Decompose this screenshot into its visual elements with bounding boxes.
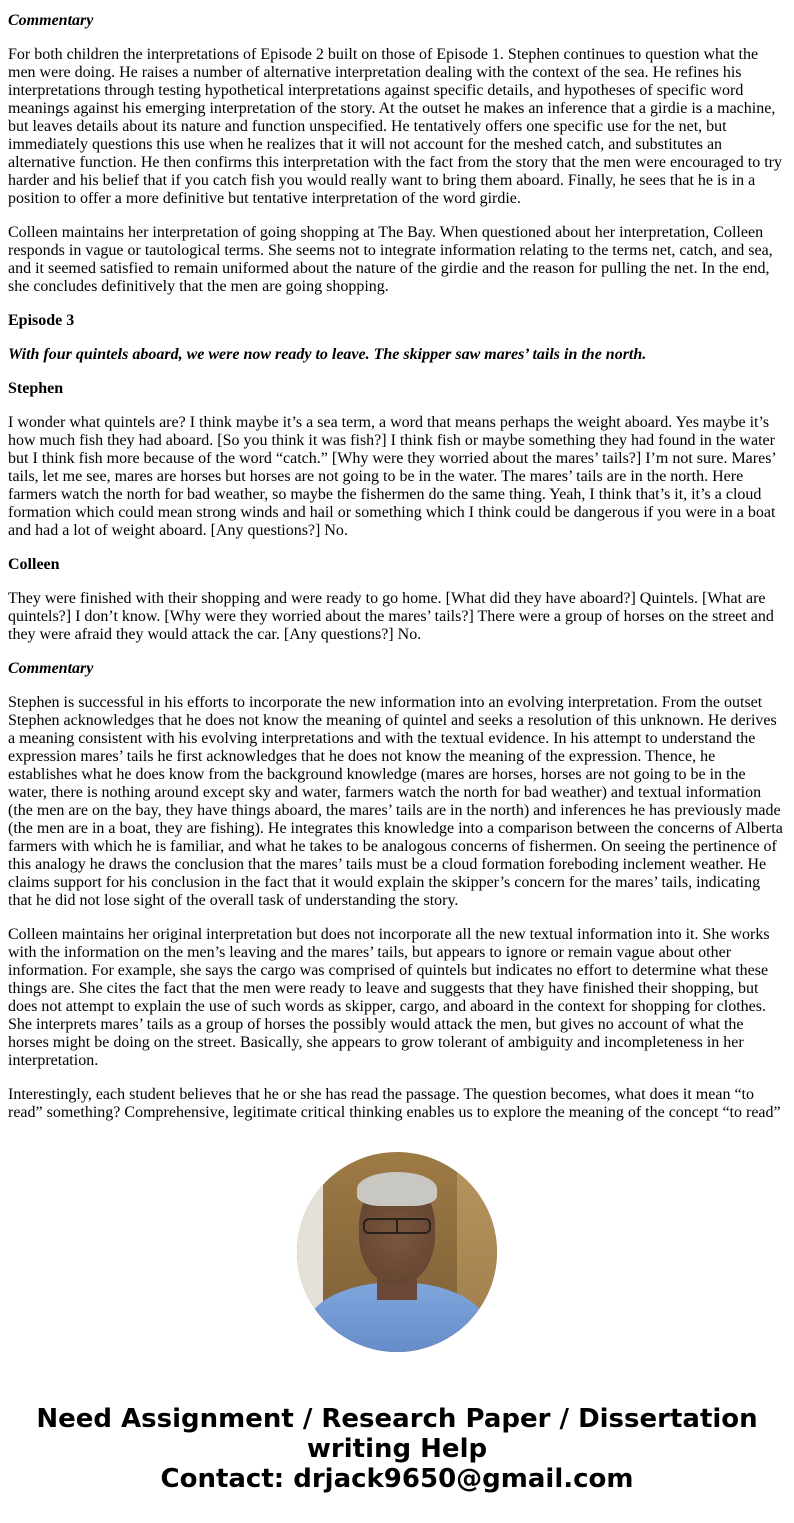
commentary-heading: Commentary <box>8 660 94 677</box>
glasses-shape <box>363 1218 431 1234</box>
colleen-response: They were finished with their shopping and were ready to go home. [What did they have aboard?] Quintels. [What are quintels?] I don’t know. [Why were they worried about the mares’ tails?] There were a group of horses on the street and they were afraid they would attack the car. [Any questions?] No. <box>8 590 774 643</box>
avatar <box>297 1152 497 1352</box>
episode-quote: With four quintels aboard, we were now ready to leave. The skipper saw mares’ tails in the north. <box>8 346 647 363</box>
commentary-paragraph: Colleen maintains her original interpretation but does not incorporate all the new textual information into it. She works with the information on the men’s leaving and the mares’ tails, but appears to ignore or remain vague about other information. For example, she says the cargo was comprised of quintels but indicates no effort to determine what these things are. She cites the fact that the men were ready to leave and suggests that they have finished their shopping, but does not attempt to explain the use of such words as skipper, cargo, and aboard in the context for shopping for clothes. She interprets mares’ tails as a group of horses the possibly would attack the men, but gives no account of what the horses might be doing on the street. Basically, she appears to grow tolerant of ambiguity and incompleteness in her interpretation. <box>8 926 770 1069</box>
hair-shape <box>357 1172 437 1206</box>
commentary-paragraph: Colleen maintains her interpretation of going shopping at The Bay. When questioned about her interpretation, Colleen responds in vague or tautological terms. She seems not to integrate information relating to the terms net, catch, and sea, and it seemed satisfied to remain uniformed about the nature of the girdie and the reason for pulling the net. In the end, she concludes definitively that the men are going shopping. <box>8 224 773 295</box>
stephen-response: I wonder what quintels are? I think maybe it’s a sea term, a word that means perhaps the weight aboard. Yes maybe it’s how much fish they had aboard. [So you think it was fish?] I think fish or maybe something they had found in the water but I think fish more because of the word “catch.” [Why were they worried about the mares’ tails?] I’m not sure. Mares’ tails, let me see, mares are horses but horses are not going to be in the water. The mares’ tails are in the north. Here farmers watch the north for bad weather, so maybe the fishermen do the same thing. Yeah, I think that’s it, it’s a cloud formation which could mean strong winds and hail or something which I think could be dangerous if you were in a boat and had a lot of weight aboard. [Any questions?] No. <box>8 414 776 539</box>
commentary-heading: Commentary <box>8 12 94 29</box>
author-photo-container <box>0 1152 794 1352</box>
background-wall <box>297 1152 323 1312</box>
colleen-heading: Colleen <box>8 556 60 573</box>
episode-heading: Episode 3 <box>8 312 75 329</box>
contact-email: Contact: drjack9650@gmail.com <box>160 1464 634 1494</box>
banner-line: writing Help <box>306 1434 488 1464</box>
commentary-paragraph: For both children the interpretations of Episode 2 built on those of Episode 1. Stephen continues to question what the men were doing. He raises a number of alternative interpretation dealing with the context of the sea. He refines his interpretations through testing hypothetical interpretations against specific details, and hypotheses of specific word meanings against his emerging interpretation of the story. At the outset he makes an inference that a girdie is a machine, but leaves details about its nature and function unspecified. He tentatively offers one specific use for the net, but immediately questions this use when he realizes that it will not account for the meshed catch, and substitutes an alternative function. He then confirms this interpretation with the fact from the story that the men were encouraged to try harder and his belief that if you catch fish you would really want to bring them aboard. Finally, he sees that he is in a position to offer a more definitive but tentative interpretation of the word girdie. <box>8 46 782 207</box>
commentary-paragraph: Interestingly, each student believes that he or she has read the passage. The question becomes, what does it mean “to read” something? Comprehensive, legitimate critical thinking enables us to explore the meaning of the concept “to read” <box>8 1086 781 1121</box>
stephen-heading: Stephen <box>8 380 64 397</box>
commentary-paragraph: Stephen is successful in his efforts to incorporate the new information into an evolving interpretation. From the outset Stephen acknowledges that he does not know the meaning of quintel and seeks a resolution of this unknown. He derives a meaning consistent with his evolving interpretations and with the textual evidence. In his attempt to understand the expression mares’ tails he first acknowledges that he does not know the meaning of the expression. Thence, he establishes what he does know from the background knowledge (mares are horses, horses are not going to be in the water, there is nothing around except sky and water, farmers watch the north for bad weather) and textual information (the men are on the bay, they have things aboard, the mares’ tails are in the north) and inferences he has previously made (the men are in a boat, they are fishing). He integrates this knowledge into a comparison between the concerns of Alberta farmers with which he is familiar, and what he takes to be analogous concerns of fishermen. On seeing the pertinence of this analogy he draws the conclusion that the mares’ tails must be a cloud formation foreboding inclement weather. He claims support for his conclusion in the fact that it would explain the skipper’s concern for the mares’ tails, indicating that he did not lose sight of the overall task of understanding the story. <box>8 694 783 909</box>
promo-banner <box>0 1404 794 1494</box>
banner-line: Need Assignment / Research Paper / Dissertation <box>36 1404 758 1434</box>
